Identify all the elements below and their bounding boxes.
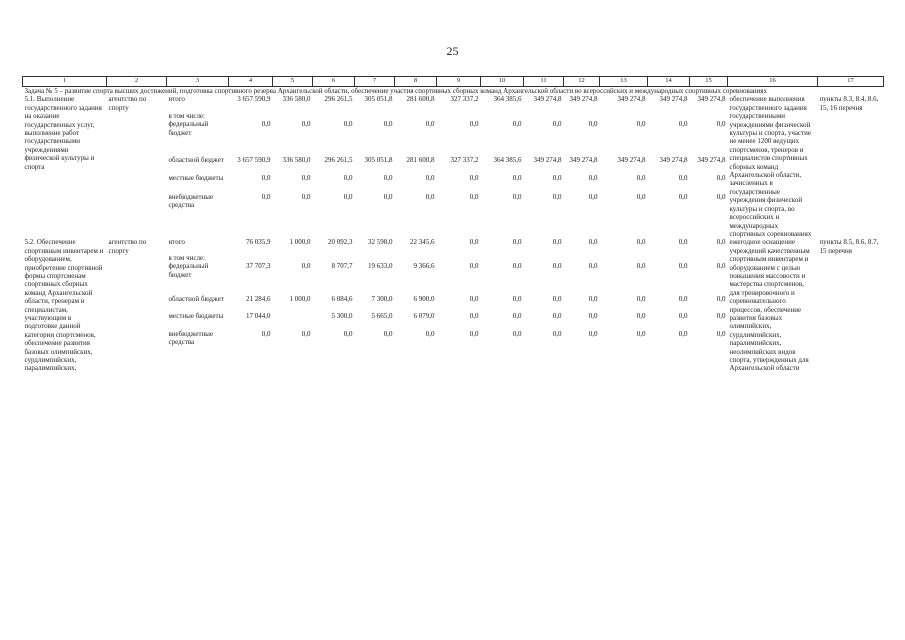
budget-value: 0,0 bbox=[343, 193, 353, 202]
budget-value: 349 274,8 bbox=[617, 95, 646, 104]
budget-value: 0,0 bbox=[636, 120, 646, 129]
budget-value: 0,0 bbox=[716, 329, 726, 338]
column-number: 12 bbox=[564, 77, 600, 87]
link-to-list: пункты 8.5, 8.6, 8.7, 15 перечня bbox=[819, 238, 879, 255]
budget-value: 0,0 bbox=[383, 193, 393, 202]
column-number: 5 bbox=[273, 77, 313, 87]
budget-value: 349 274,8 bbox=[533, 95, 562, 104]
budget-value: 281 600,8 bbox=[406, 95, 435, 104]
budget-value bbox=[273, 312, 313, 327]
budget-value: 349 274,8 bbox=[659, 155, 688, 164]
budget-value: 0,0 bbox=[716, 193, 726, 202]
budget-value: 6 900,0 bbox=[413, 295, 435, 304]
budget-value: 0,0 bbox=[636, 312, 646, 321]
executor: агентство по спорту bbox=[108, 95, 147, 112]
budget-value: 0,0 bbox=[678, 120, 688, 129]
budget-value: 364 385,6 bbox=[493, 155, 522, 164]
budget-value: 0,0 bbox=[588, 262, 598, 271]
budget-value: 0,0 bbox=[716, 262, 726, 271]
budget-value: 3 657 590,9 bbox=[237, 155, 271, 164]
budget-value: 0,0 bbox=[678, 238, 688, 247]
budget-value: 0,0 bbox=[512, 174, 522, 183]
budget-value: 0,0 bbox=[716, 312, 726, 321]
budget-value: 0,0 bbox=[678, 312, 688, 321]
column-number: 2 bbox=[107, 77, 167, 87]
budget-value: 305 051,8 bbox=[364, 155, 393, 164]
column-number: 7 bbox=[355, 77, 395, 87]
budget-value: 0,0 bbox=[512, 329, 522, 338]
in-that-number-label: в том числе: bbox=[168, 253, 205, 262]
column-number: 3 bbox=[167, 77, 229, 87]
budget-value: 349 274,8 bbox=[697, 95, 726, 104]
budget-value: 336 580,0 bbox=[282, 95, 311, 104]
budget-value: 9 366,6 bbox=[413, 262, 435, 271]
column-number: 6 bbox=[313, 77, 355, 87]
column-number: 10 bbox=[481, 77, 524, 87]
column-numbers-row bbox=[23, 77, 884, 87]
budget-value: 0,0 bbox=[301, 193, 311, 202]
budget-value: 0,0 bbox=[678, 262, 688, 271]
budget-value: 305 051,8 bbox=[364, 95, 393, 104]
in-that-number-label: в том числе: bbox=[168, 112, 205, 121]
budget-value: 349 274,8 bbox=[569, 155, 598, 164]
budget-value: 0,0 bbox=[552, 193, 562, 202]
budget-value: 0,0 bbox=[678, 329, 688, 338]
budget-value: 0,0 bbox=[261, 120, 271, 129]
budget-value: 0,0 bbox=[301, 262, 311, 271]
budget-value: 0,0 bbox=[636, 193, 646, 202]
budget-value: 0,0 bbox=[716, 174, 726, 183]
budget-label: областной бюджет bbox=[168, 295, 224, 304]
budget-value: 296 261,5 bbox=[324, 155, 353, 164]
budget-value: 336 580,0 bbox=[282, 155, 311, 164]
column-number: 14 bbox=[648, 77, 690, 87]
budget-value: 0,0 bbox=[552, 295, 562, 304]
budget-value: 0,0 bbox=[469, 262, 479, 271]
budget-value: 0,0 bbox=[343, 174, 353, 183]
budget-value: 0,0 bbox=[512, 295, 522, 304]
budget-value: 0,0 bbox=[425, 193, 435, 202]
budget-value: 0,0 bbox=[716, 120, 726, 129]
budget-value: 0,0 bbox=[588, 193, 598, 202]
budget-label: внебюджетные средства bbox=[168, 193, 214, 210]
gap-cell bbox=[167, 363, 728, 373]
executor: агентство по спорту bbox=[108, 238, 147, 255]
task-title-row bbox=[23, 87, 884, 96]
budget-value: 21 284,6 bbox=[246, 295, 271, 304]
budget-value: 0,0 bbox=[343, 120, 353, 129]
budget-value: 349 274,8 bbox=[697, 155, 726, 164]
column-number: 16 bbox=[728, 77, 818, 87]
budget-value: 327 337,2 bbox=[450, 95, 479, 104]
budget-value: 0,0 bbox=[552, 262, 562, 271]
budget-value: 349 274,8 bbox=[569, 95, 598, 104]
budget-value: 1 000,0 bbox=[289, 238, 311, 247]
budget-label: федеральный бюджет bbox=[168, 262, 209, 279]
budget-value: 22 345,6 bbox=[410, 238, 435, 247]
budget-value: 0,0 bbox=[588, 120, 598, 129]
measure-name: 5.1. Выполнение государственного задания на оказание государственных услуг, выполнение работ государственными учреждениями физической культуры и спорта bbox=[24, 95, 102, 171]
budget-value: 0,0 bbox=[636, 295, 646, 304]
budget-value: 0,0 bbox=[512, 238, 522, 247]
budget-value: 8 707,7 bbox=[331, 262, 353, 271]
budget-value: 0,0 bbox=[636, 329, 646, 338]
budget-value: 0,0 bbox=[469, 295, 479, 304]
budget-value: 20 092,3 bbox=[328, 238, 353, 247]
budget-value: 0,0 bbox=[588, 295, 598, 304]
budget-label: местные бюджеты bbox=[168, 312, 224, 321]
column-number: 11 bbox=[524, 77, 564, 87]
budget-value: 32 598,0 bbox=[368, 238, 393, 247]
budget-value: 349 274,8 bbox=[659, 95, 688, 104]
budget-value: 6 084,6 bbox=[331, 295, 353, 304]
budget-value: 0,0 bbox=[425, 174, 435, 183]
budget-value: 0,0 bbox=[425, 120, 435, 129]
budget-value: 0,0 bbox=[552, 312, 562, 321]
budget-value: 0,0 bbox=[383, 329, 393, 338]
column-number: 4 bbox=[229, 77, 273, 87]
budget-value: 7 300,0 bbox=[371, 295, 393, 304]
budget-value: 17 044,0 bbox=[246, 312, 271, 321]
budget-value: 5 300,0 bbox=[331, 312, 353, 321]
column-number: 1 bbox=[23, 77, 107, 87]
budget-value: 0,0 bbox=[588, 329, 598, 338]
budget-value: 76 035,9 bbox=[246, 238, 271, 247]
budget-label: итого bbox=[168, 238, 185, 247]
budget-value: 0,0 bbox=[301, 329, 311, 338]
budget-value: 37 707,3 bbox=[246, 262, 271, 271]
budget-value: 0,0 bbox=[588, 238, 598, 247]
budget-label: местные бюджеты bbox=[168, 174, 224, 183]
expected-result: ежегодное оснащение учреждений качественным спортивным инвентарем и оборудованием с целью повышения массовости и мастерства спортсменов, для тренировочного и соревновательного процессов, обеспечение развития базовых олимпийских, сурдлимпийских, паралимпийских, неолимпийских видов спорта, утвержденных для Архангельской области bbox=[729, 238, 810, 373]
budget-value: 0,0 bbox=[636, 262, 646, 271]
budget-value: 5 665,0 bbox=[371, 312, 393, 321]
budget-label: внебюджетные средства bbox=[168, 329, 214, 347]
measures-table bbox=[22, 76, 884, 373]
budget-value: 0,0 bbox=[469, 193, 479, 202]
budget-value: 0,0 bbox=[552, 120, 562, 129]
page-number: 25 bbox=[446, 44, 459, 58]
budget-value: 0,0 bbox=[343, 329, 353, 338]
link-to-list: пункты 8.3, 8.4, 8.6, 15, 16 перечня bbox=[819, 95, 879, 112]
budget-value: 0,0 bbox=[383, 174, 393, 183]
budget-value: 0,0 bbox=[636, 174, 646, 183]
budget-value: 0,0 bbox=[512, 312, 522, 321]
budget-value: 0,0 bbox=[552, 329, 562, 338]
budget-label: федеральный бюджет bbox=[168, 120, 209, 137]
budget-row bbox=[23, 238, 884, 253]
column-number: 9 bbox=[437, 77, 481, 87]
task-title: Задача № 5 – развитие спорта высших достижений, подготовка спортивного резерва Архангельской области, обеспечение участия спортивных сборных команд Архангельской области во всероссийских и международных спортивных соревнованиях bbox=[24, 87, 768, 95]
column-number: 13 bbox=[600, 77, 648, 87]
budget-value: 0,0 bbox=[588, 174, 598, 183]
budget-value: 364 385,6 bbox=[493, 95, 522, 104]
measure-name: 5.2. Обеспечение спортивным инвентарем и оборудованием, приобретение спортивной формы спортсменам спортивных сборных команд Архангельской области, тренерам и специалистам, участвующим в подготовке данной категории спортсменов, обеспечение развития базовых олимпийских, сурдлимпийских, паралимпийских, bbox=[24, 238, 104, 373]
budget-value: 0,0 bbox=[469, 329, 479, 338]
budget-label: итого bbox=[168, 95, 185, 104]
column-number: 17 bbox=[818, 77, 884, 87]
budget-value: 0,0 bbox=[552, 174, 562, 183]
budget-value: 0,0 bbox=[301, 174, 311, 183]
budget-value: 0,0 bbox=[552, 238, 562, 247]
budget-value: 349 274,8 bbox=[617, 155, 646, 164]
budget-value: 0,0 bbox=[469, 312, 479, 321]
budget-value: 0,0 bbox=[301, 120, 311, 129]
budget-value: 0,0 bbox=[512, 193, 522, 202]
budget-label: областной бюджет bbox=[168, 155, 224, 164]
budget-value: 281 600,8 bbox=[406, 155, 435, 164]
budget-value: 0,0 bbox=[716, 295, 726, 304]
budget-value: 0,0 bbox=[469, 174, 479, 183]
column-number: 15 bbox=[690, 77, 728, 87]
budget-value: 19 633,0 bbox=[368, 262, 393, 271]
budget-value: 0,0 bbox=[588, 312, 598, 321]
budget-value: 0,0 bbox=[636, 238, 646, 247]
budget-value: 0,0 bbox=[469, 120, 479, 129]
budget-value: 0,0 bbox=[716, 238, 726, 247]
budget-value: 0,0 bbox=[261, 174, 271, 183]
budget-value: 0,0 bbox=[512, 120, 522, 129]
gap-cell bbox=[167, 228, 728, 238]
budget-row bbox=[23, 95, 884, 112]
budget-value: 0,0 bbox=[261, 329, 271, 338]
budget-value: 349 274,8 bbox=[533, 155, 562, 164]
budget-value: 296 261,5 bbox=[324, 95, 353, 104]
budget-value: 0,0 bbox=[261, 193, 271, 202]
budget-value: 3 657 590,9 bbox=[237, 95, 271, 104]
column-number: 8 bbox=[395, 77, 437, 87]
budget-value: 327 337,2 bbox=[450, 155, 479, 164]
budget-value: 0,0 bbox=[678, 193, 688, 202]
budget-value: 0,0 bbox=[678, 174, 688, 183]
expected-result: обеспечение выполнения государственного задания государственными учреждениями физической культуры и спорта, участие не менее 1200 ведущих спортсменов, тренеров и специалистов спортивных сборных команд Архангельской области, зачисленных в государственные учреждения физической культуры и спорта, во всероссийских и международных спортивных соревнованиях bbox=[729, 95, 812, 238]
budget-value: 0,0 bbox=[425, 329, 435, 338]
budget-value: 0,0 bbox=[469, 238, 479, 247]
budget-value: 0,0 bbox=[678, 295, 688, 304]
budget-value: 6 079,0 bbox=[413, 312, 435, 321]
budget-value: 1 000,0 bbox=[289, 295, 311, 304]
budget-value: 0,0 bbox=[383, 120, 393, 129]
budget-value: 0,0 bbox=[512, 262, 522, 271]
